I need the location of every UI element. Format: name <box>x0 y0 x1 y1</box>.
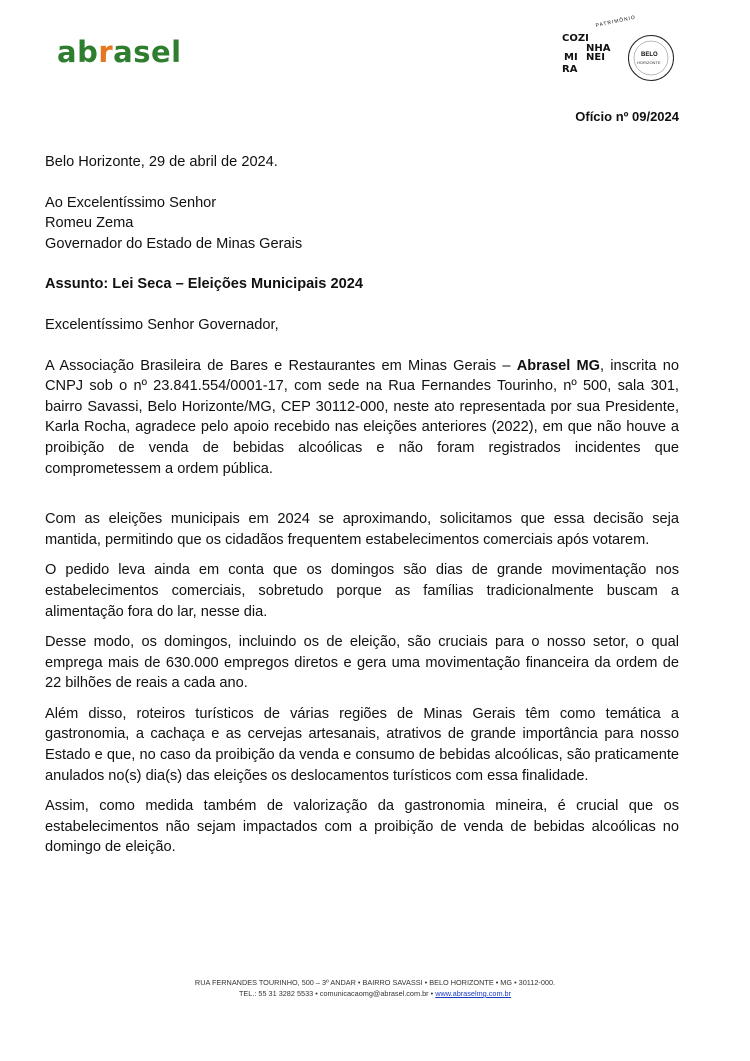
intro-text-start: A Associação Brasileira de Bares e Restaurantes em Minas Gerais – <box>45 357 517 374</box>
intro-text-end: , inscrita no CNPJ sob o nº 23.841.554/0001-17, com sede na Rua Fernandes Tourinho, nº 500, sala 301, bairro Savassi, Belo Horizonte/MG, CEP 30112-000, neste ato representada por sua Presidente, Karla Rocha, agradece pelo apoio recebido nas eleições anteriores (2022), em que não houve a proibição de venda de bebidas alcoólicas e não foram registrados incidentes que comprometessem a ordem pública. <box>45 357 679 477</box>
seal-line-2: NHA <box>586 43 611 54</box>
letter-body <box>45 152 679 868</box>
seal-line-1: COZI <box>562 33 589 44</box>
date-line: Belo Horizonte, 29 de abril de 2024. <box>45 154 278 170</box>
paragraph-4: Desse modo, os domingos, incluindo os de eleição, são cruciais para o nosso setor, o qual emprega mais de 630.000 empregos diretos e gera uma movimentação financeira da ordem de 22 bilhões de reais a cada ano. <box>45 634 679 692</box>
addressee-line-3: Governador do Estado de Minas Gerais <box>45 235 303 252</box>
seal-line-5: RA <box>562 64 578 75</box>
round-seal-line-1: BELO <box>641 52 658 58</box>
round-seal <box>627 34 675 82</box>
paragraph-2: Com as eleições municipais em 2024 se aproximando, solicitamos que essa decisão seja mantida, permitindo que os cidadãos frequentem estabelecimentos comerciais após votarem. <box>45 511 679 548</box>
cozinha-mineira-seal <box>556 14 637 76</box>
oficio-number: Ofício nº 09/2024 <box>575 109 679 124</box>
subject-line: Assunto: Lei Seca – Eleições Municipais 2024 <box>45 276 363 293</box>
footer-contact <box>0 988 750 999</box>
paragraph-6: Assim, como medida também de valorização da gastronomia mineira, é crucial que os estabelecimentos não sejam impactados com a proibição de venda de bebidas alcoólicas no domingo de eleição. <box>45 798 679 856</box>
footer <box>0 977 750 999</box>
footer-contact-text: TEL.: 55 31 3282 5533 • comunicacaomg@abrasel.com.br • <box>238 989 436 998</box>
paragraph-intro <box>45 356 679 480</box>
round-seal-line-2: HORIZONTE <box>637 60 661 65</box>
addressee-line-1: Ao Excelentíssimo Senhor <box>45 194 217 211</box>
seal-arc-text: PATRIMÔNIO <box>595 14 637 29</box>
intro-org-name: Abrasel MG <box>516 357 600 374</box>
logo-part-ab: ab <box>57 35 99 69</box>
paragraph-5: Além disso, roteiros turísticos de várias regiões de Minas Gerais têm como temática a gastronomia, a cachaça e as cervejas artesanais, atrativos de grande importância para nosso Estado e que, no caso da proibição da venda e consumo de bebidas alcoólicas, são praticamente anulados no(s) dia(s) das eleições os deslocamentos turísticos com essa finalidade. <box>45 705 679 784</box>
addressee-line-2: Romeu Zema <box>45 215 134 232</box>
footer-website-link[interactable]: www.abraselmg.com.br <box>435 989 512 998</box>
salutation: Excelentíssimo Senhor Governador, <box>45 316 279 333</box>
footer-address: RUA FERNANDES TOURINHO, 500 – 3º ANDAR • BAIRRO SAVASSI • BELO HORIZONTE • MG • 30112-000. <box>194 978 556 987</box>
addressee <box>45 193 679 255</box>
paragraph-3: O pedido leva ainda em conta que os domingos são dias de grande movimentação nos estabelecimentos comerciais, sobretudo porque as famílias tradicionalmente buscam a alimentação fora do lar, nesse dia. <box>45 562 679 620</box>
seal-line-4: NEI <box>586 52 605 63</box>
abrasel-logo <box>57 35 182 69</box>
logo-part-asel: asel <box>113 35 182 69</box>
seal-line-3: MI <box>564 52 578 63</box>
logo-part-r: r <box>98 35 114 69</box>
